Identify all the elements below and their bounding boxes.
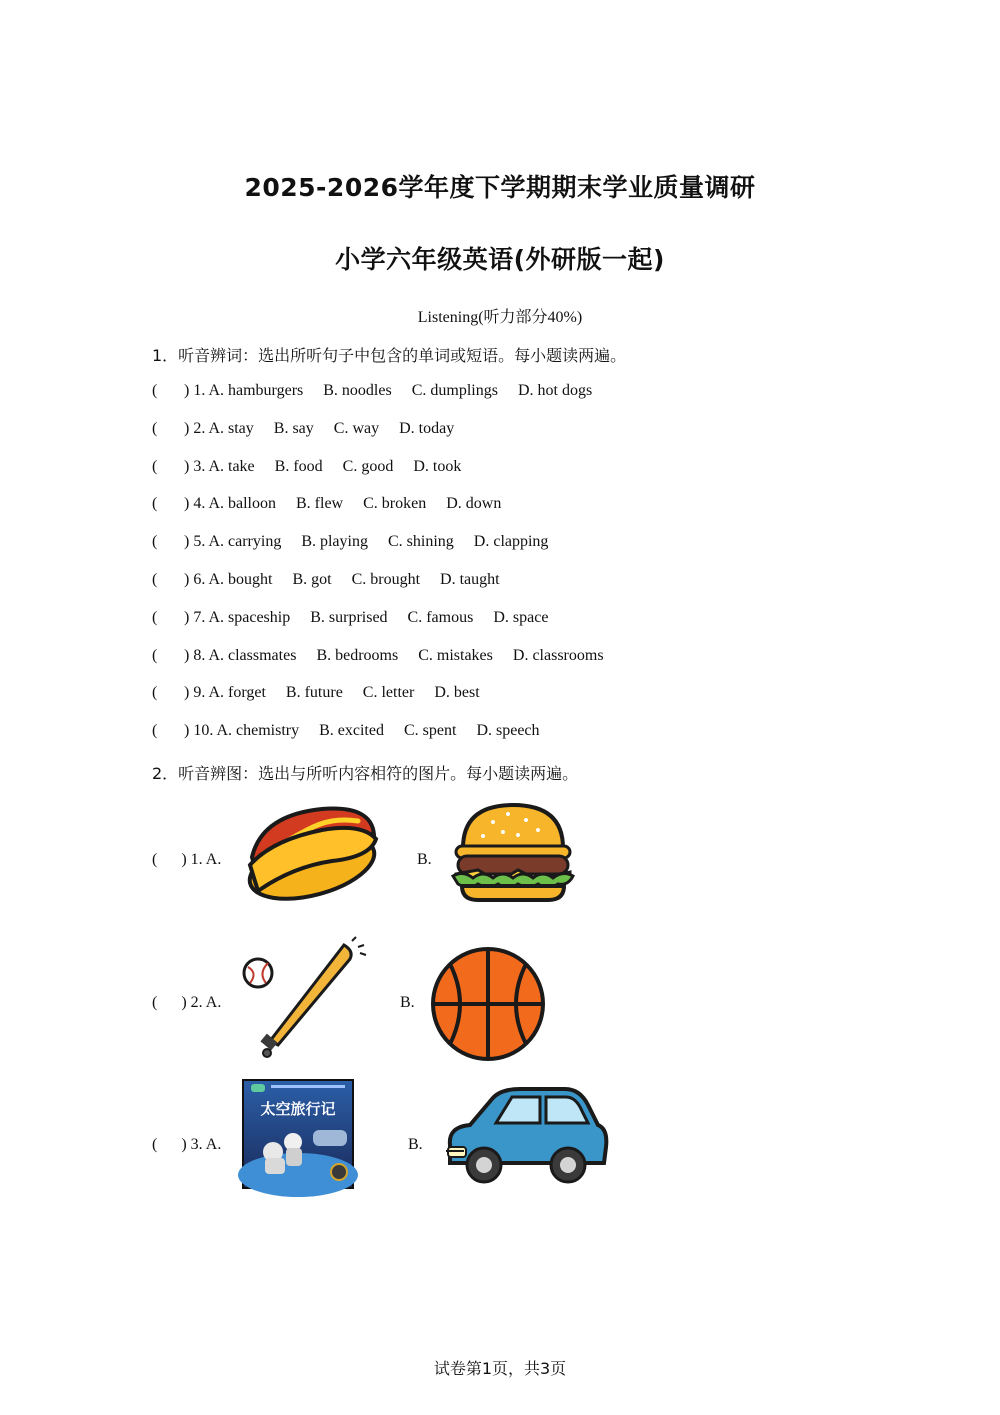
- answer-paren-open: (: [152, 684, 158, 702]
- question-row: [152, 722, 540, 740]
- answer-paren-open: (: [152, 382, 158, 399]
- question-number: 6.: [193, 571, 206, 588]
- answer-paren-open: (: [152, 533, 158, 551]
- exam-title-line1: 2025-2026学年度下学期期末学业质量调研: [244, 173, 756, 202]
- option-a: A. balloon: [208, 495, 276, 513]
- question-number: 2.: [193, 419, 206, 437]
- option-b: B. say: [273, 419, 314, 437]
- option-b: B. food: [274, 457, 323, 475]
- question-number: 8.: [193, 646, 206, 664]
- option-d: D. today: [399, 419, 455, 437]
- option-d: D. speech: [476, 722, 540, 740]
- answer-paren-close: ): [184, 646, 190, 664]
- answer-paren-close: ): [184, 495, 190, 513]
- picture-question-3-label: ( ) 3. A.: [152, 1136, 222, 1153]
- question-number: 1.: [193, 382, 206, 399]
- question-number: 3.: [193, 457, 206, 475]
- option-c: C. shining: [387, 533, 454, 551]
- option-c: C. brought: [351, 571, 421, 588]
- answer-paren-open: (: [152, 419, 158, 437]
- question-number: 10.: [193, 722, 214, 740]
- section1-instruction: 1．听音辨词：选出所听句子中包含的单词或短语。每小题读两遍。: [152, 346, 627, 365]
- question-row: [152, 382, 592, 400]
- question-number: 5.: [193, 533, 206, 551]
- option-c: C. good: [342, 457, 394, 475]
- option-d: D. space: [493, 608, 549, 626]
- answer-paren-close: ): [184, 419, 190, 437]
- answer-paren-close: ): [184, 684, 190, 702]
- option-c: C. mistakes: [418, 646, 493, 664]
- exam-title-line2: 小学六年级英语(外研版一起): [335, 245, 665, 274]
- option-b: B. flew: [296, 495, 344, 513]
- hot-dog-icon: [242, 795, 382, 905]
- picture-question-1-b-label: B.: [417, 851, 432, 868]
- section2-instruction: 2．听音辨图：选出与所听内容相符的图片。每小题读两遍。: [152, 764, 579, 783]
- picture-question-2-b-label: B.: [400, 994, 415, 1011]
- car-icon: [440, 1085, 610, 1190]
- option-a: A. carrying: [208, 533, 282, 551]
- option-a: A. bought: [208, 571, 273, 588]
- option-c: C. broken: [363, 495, 427, 513]
- basketball-icon: [430, 946, 546, 1062]
- answer-paren-open: (: [152, 571, 158, 588]
- page-footer: 试卷第1页，共3页: [433, 1359, 567, 1378]
- option-c: C. spent: [403, 722, 457, 740]
- option-b: B. excited: [319, 722, 384, 740]
- option-d: D. classrooms: [512, 646, 604, 664]
- option-c: C. way: [333, 419, 380, 437]
- option-d: D. took: [413, 457, 462, 475]
- hamburger-icon: [448, 800, 578, 905]
- question-row: [152, 684, 480, 702]
- option-d: D. hot dogs: [517, 382, 593, 399]
- answer-paren-open: (: [152, 457, 158, 475]
- option-d: D. best: [434, 684, 480, 702]
- option-d: D. clapping: [473, 533, 549, 551]
- option-d: D. down: [446, 495, 502, 513]
- question-row: [152, 571, 500, 589]
- answer-paren-close: ): [184, 608, 190, 626]
- option-b: B. surprised: [310, 608, 388, 626]
- option-a: A. classmates: [208, 646, 297, 664]
- answer-paren-close: ): [184, 533, 190, 551]
- option-b: B. got: [292, 571, 332, 588]
- option-b: B. bedrooms: [316, 646, 399, 664]
- question-number: 7.: [193, 608, 206, 626]
- question-row: [152, 609, 548, 627]
- question-row: [152, 647, 604, 665]
- option-a: A. forget: [208, 684, 266, 702]
- option-c: C. famous: [407, 608, 474, 626]
- answer-paren-open: (: [152, 608, 158, 626]
- book-title-text: 太空旅行记: [260, 1100, 336, 1118]
- option-b: B. playing: [301, 533, 368, 551]
- option-c: C. dumplings: [411, 382, 498, 399]
- option-a: A. stay: [208, 419, 254, 437]
- option-a: A. chemistry: [216, 722, 300, 740]
- question-row: [152, 458, 461, 476]
- option-b: B. future: [285, 684, 343, 702]
- question-row: [152, 495, 501, 513]
- answer-paren-open: (: [152, 646, 158, 664]
- answer-paren-close: ): [184, 382, 190, 399]
- picture-question-1-label: ( ) 1. A.: [152, 851, 222, 868]
- baseball-bat-icon: [240, 937, 370, 1062]
- option-a: A. hamburgers: [208, 382, 304, 399]
- option-b: B. noodles: [323, 382, 392, 399]
- option-c: C. letter: [362, 684, 415, 702]
- option-a: A. take: [208, 457, 255, 475]
- option-a: A. spaceship: [208, 608, 291, 626]
- picture-question-2-label: ( ) 2. A.: [152, 994, 222, 1011]
- space-book-cover: [243, 1080, 353, 1188]
- option-d: D. taught: [440, 571, 500, 588]
- picture-question-3-b-label: B.: [408, 1136, 423, 1153]
- answer-paren-close: ): [184, 722, 190, 740]
- question-row: [152, 533, 548, 551]
- question-number: 4.: [193, 495, 206, 513]
- answer-paren-open: (: [152, 495, 158, 513]
- answer-paren-close: ): [184, 457, 190, 475]
- question-number: 9.: [193, 684, 206, 702]
- question-row: [152, 420, 454, 438]
- answer-paren-close: ): [184, 571, 190, 588]
- listening-header: Listening(听力部分40%): [417, 309, 583, 326]
- answer-paren-open: (: [152, 722, 158, 740]
